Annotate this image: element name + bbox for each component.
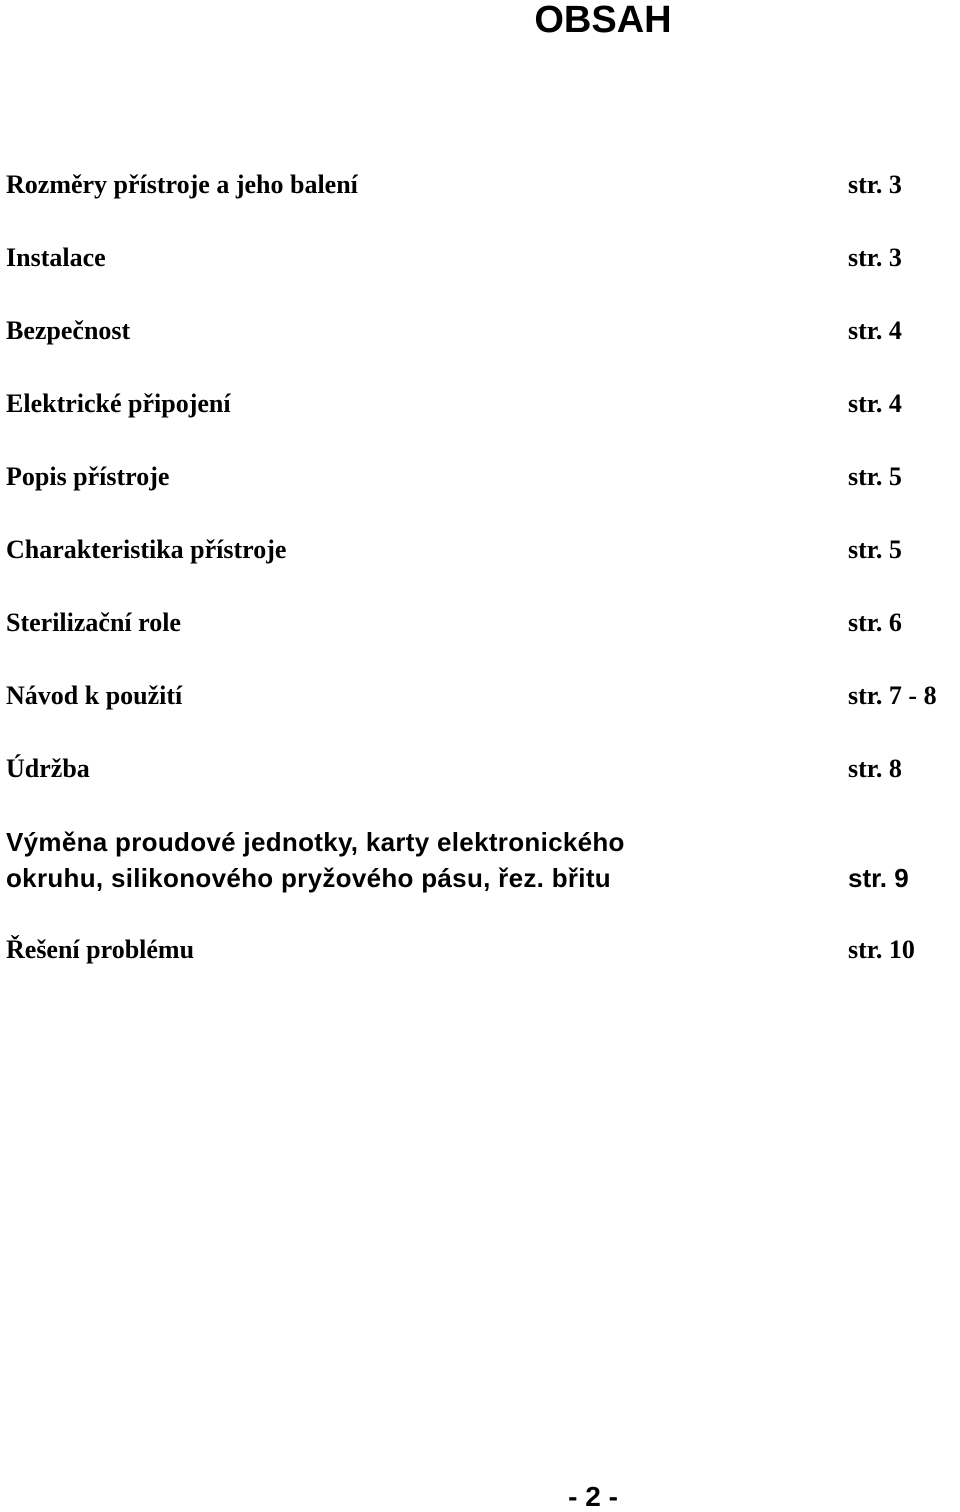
toc-entry-label: Instalace (6, 243, 106, 272)
toc-entry-page: str. 3 (848, 170, 902, 199)
toc-entry-page: str. 6 (848, 608, 902, 637)
toc-entry-page: str. 8 (848, 754, 902, 783)
toc-entry-page: str. 7 - 8 (848, 681, 937, 710)
toc-entry-label: Bezpečnost (6, 316, 131, 345)
toc-entry-label-line2: okruhu, silikonového pryžového pásu, řez. břitu (6, 863, 611, 893)
toc-entry-page: str. 4 (848, 389, 902, 418)
toc-entry-label: Rozměry přístroje a jeho balení (6, 170, 358, 199)
toc-entry-label-line1: Výměna proudové jednotky, karty elektronického (6, 827, 625, 857)
page-number: - 2 - (568, 1481, 618, 1512)
toc-entry-page: str. 5 (848, 462, 902, 491)
toc-entry-label: Řešení problému (6, 935, 195, 964)
toc-entry-label: Údržba (6, 754, 90, 783)
toc-entry-label: Elektrické připojení (6, 389, 231, 418)
toc-entry-page: str. 5 (848, 535, 902, 564)
toc-entry-label: Sterilizační role (6, 608, 181, 637)
toc-entry-page: str. 4 (848, 316, 902, 345)
toc-entry-page: str. 3 (848, 243, 902, 272)
page-title: OBSAH (534, 0, 672, 41)
toc-entry-label: Charakteristika přístroje (6, 535, 287, 564)
toc-entry-label: Návod k použití (6, 681, 183, 710)
toc-entry-page: str. 10 (848, 935, 915, 964)
toc-entry-label: Popis přístroje (6, 462, 170, 491)
toc-entry-page: str. 9 (848, 863, 909, 893)
